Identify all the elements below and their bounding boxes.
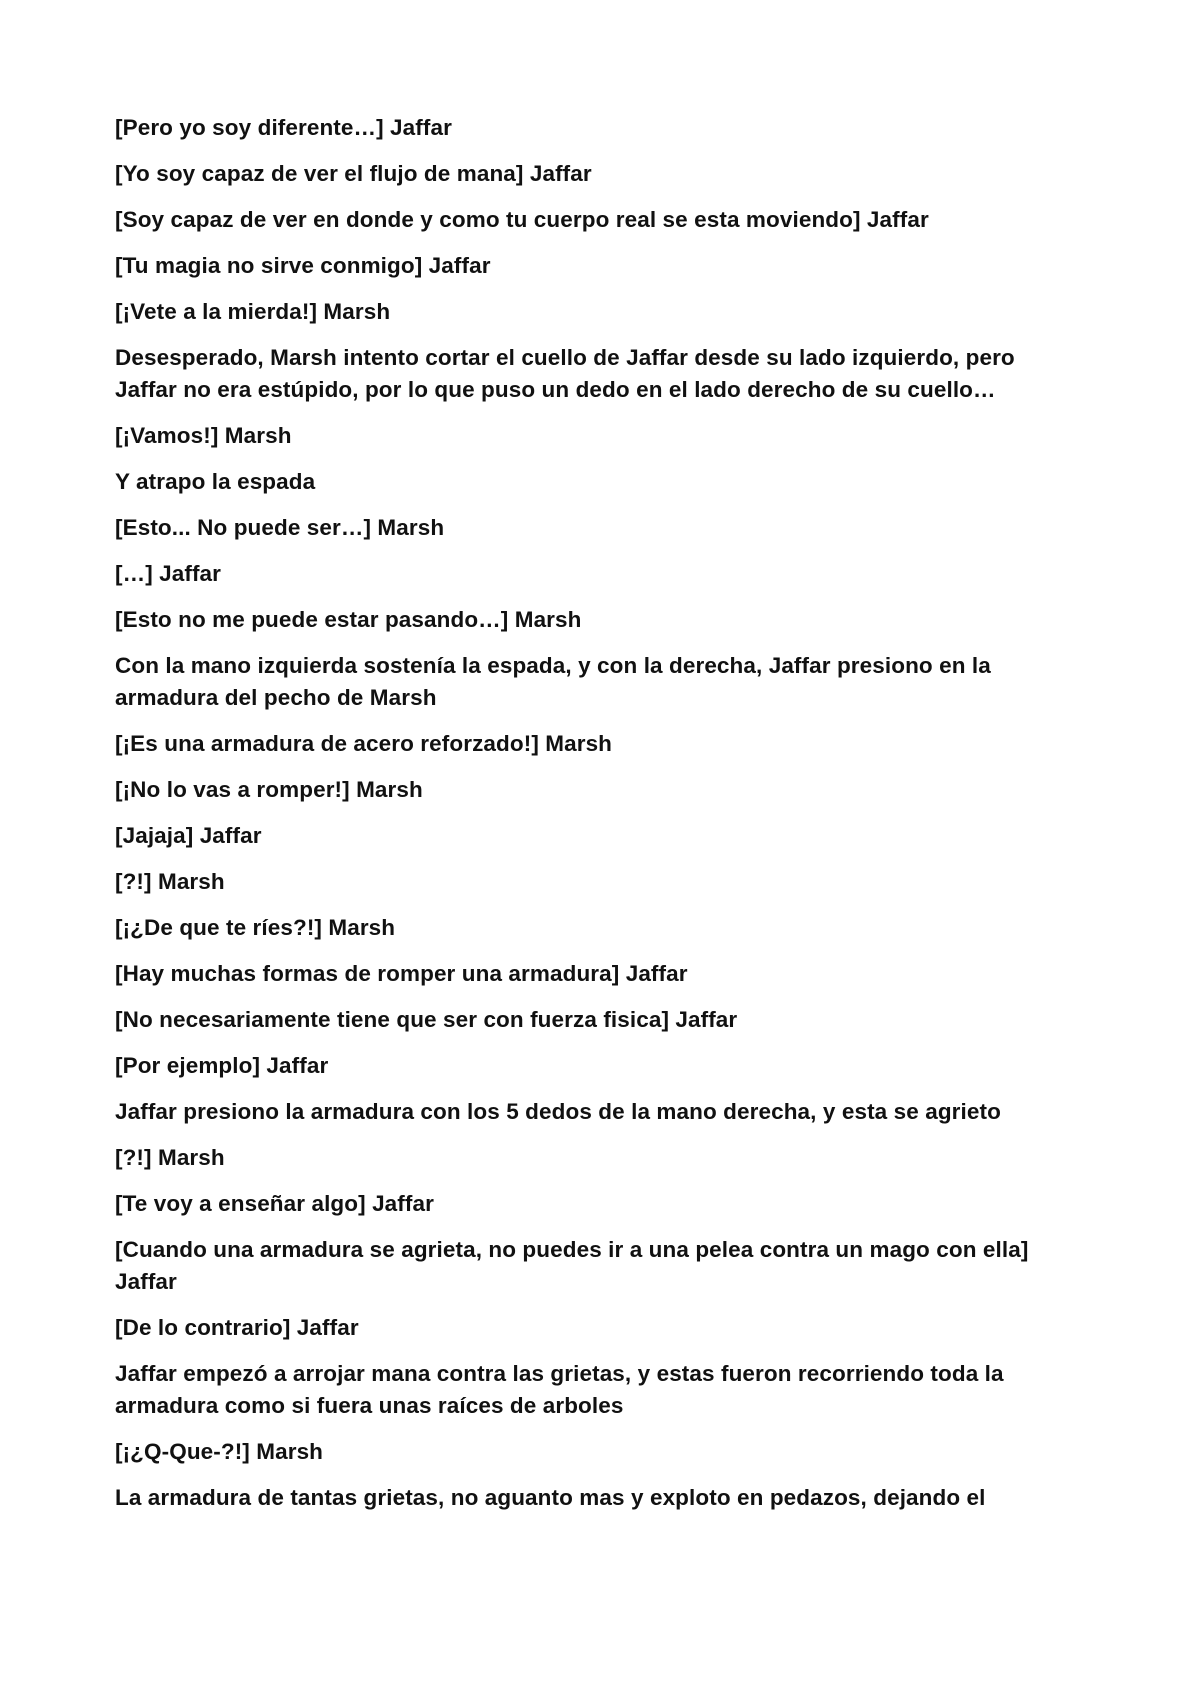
paragraph: [?!] Marsh xyxy=(115,869,225,894)
paragraph: [¡Vamos!] Marsh xyxy=(115,423,292,448)
paragraph: [Por ejemplo] Jaffar xyxy=(115,1053,329,1078)
paragraph: [¡¿De que te ríes?!] Marsh xyxy=(115,915,396,940)
paragraph: Con la mano izquierda sostenía la espada, y con la derecha, Jaffar presiono en la armadura del pecho de Marsh xyxy=(115,653,991,710)
paragraph: [Esto... No puede ser…] Marsh xyxy=(115,515,445,540)
paragraph: […] Jaffar xyxy=(115,561,222,586)
paragraph: [Te voy a enseñar algo] Jaffar xyxy=(115,1191,434,1216)
paragraph: [¡Vete a la mierda!] Marsh xyxy=(115,299,391,324)
paragraph: [?!] Marsh xyxy=(115,1145,225,1170)
paragraph: Desesperado, Marsh intento cortar el cuello de Jaffar desde su lado izquierdo, pero Jaffar no era estúpido, por lo que puso un dedo en el lado derecho de su cuello… xyxy=(115,345,1015,402)
paragraph: [Hay muchas formas de romper una armadura] Jaffar xyxy=(115,961,688,986)
paragraph: [¡¿Q-Que-?!] Marsh xyxy=(115,1439,324,1464)
paragraph: Jaffar empezó a arrojar mana contra las grietas, y estas fueron recorriendo toda la armadura como si fuera unas raíces de arboles xyxy=(115,1361,1004,1418)
paragraph: [¡No lo vas a romper!] Marsh xyxy=(115,777,423,802)
paragraph: Y atrapo la espada xyxy=(115,469,316,494)
paragraph: [Cuando una armadura se agrieta, no puedes ir a una pelea contra un mago con ella] Jaffar xyxy=(115,1237,1029,1294)
paragraph: [Esto no me puede estar pasando…] Marsh xyxy=(115,607,582,632)
paragraph: [Jajaja] Jaffar xyxy=(115,823,262,848)
document-body xyxy=(115,112,1080,1528)
paragraph: La armadura de tantas grietas, no aguanto mas y exploto en pedazos, dejando el xyxy=(115,1485,986,1510)
paragraph: [No necesariamente tiene que ser con fuerza fisica] Jaffar xyxy=(115,1007,738,1032)
paragraph: [Tu magia no sirve conmigo] Jaffar xyxy=(115,253,491,278)
paragraph: Jaffar presiono la armadura con los 5 dedos de la mano derecha, y esta se agrieto xyxy=(115,1099,1001,1124)
paragraph: [Yo soy capaz de ver el flujo de mana] Jaffar xyxy=(115,161,592,186)
paragraph: [Pero yo soy diferente…] Jaffar xyxy=(115,115,452,140)
paragraph: [Soy capaz de ver en donde y como tu cuerpo real se esta moviendo] Jaffar xyxy=(115,207,929,232)
paragraph: [De lo contrario] Jaffar xyxy=(115,1315,359,1340)
paragraph: [¡Es una armadura de acero reforzado!] Marsh xyxy=(115,731,613,756)
